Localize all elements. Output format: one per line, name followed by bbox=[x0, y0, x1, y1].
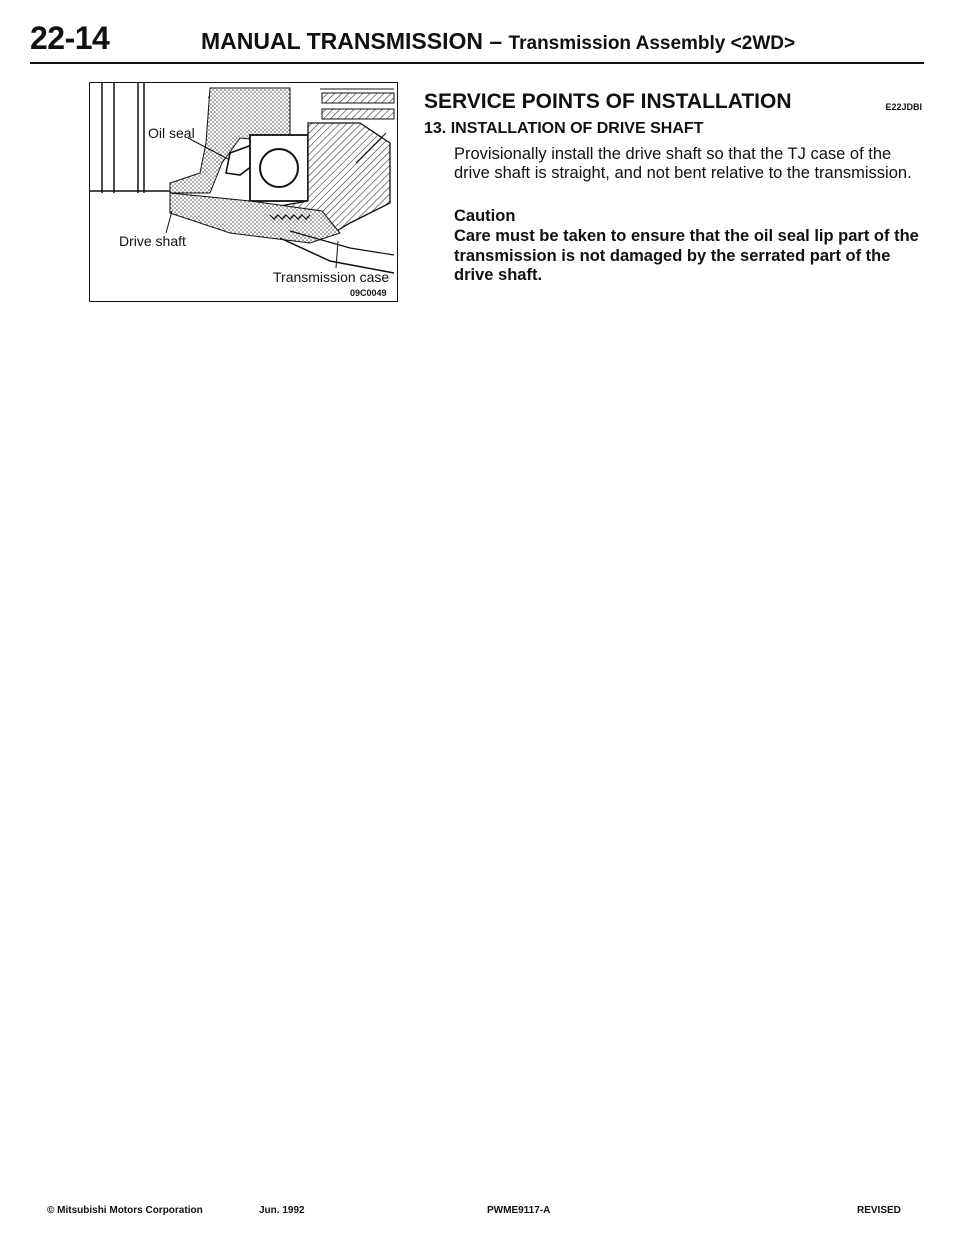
title-subtitle: Transmission Assembly <2WD> bbox=[508, 33, 796, 54]
footer-doc-number: PWME9117-A bbox=[487, 1205, 551, 1216]
installation-figure bbox=[89, 82, 398, 302]
section-code: E22JDBI bbox=[885, 102, 922, 112]
title-main: MANUAL TRANSMISSION bbox=[201, 28, 483, 54]
page-number: 22-14 bbox=[30, 20, 110, 56]
title-separator: – bbox=[482, 28, 509, 54]
instruction-text: Provisionally install the drive shaft so that the TJ case of the drive shaft is straight, and not bent relative to the transmission. bbox=[454, 145, 912, 182]
leader-transmission-case bbox=[336, 241, 338, 268]
footer-status: REVISED bbox=[857, 1205, 901, 1216]
step-heading: 13. INSTALLATION OF DRIVE SHAFT bbox=[424, 120, 704, 137]
caution-heading: Caution bbox=[454, 207, 516, 225]
drive-shaft-label: Drive shaft bbox=[119, 233, 186, 249]
figure-code: 09C0049 bbox=[350, 288, 387, 298]
caution-text: Care must be taken to ensure that the oil seal lip part of the transmission is not damaged by the serrated part of the drive shaft. bbox=[454, 227, 919, 284]
drive-shaft-seal-illustration bbox=[90, 83, 396, 300]
footer-copyright: © Mitsubishi Motors Corporation bbox=[47, 1205, 203, 1216]
oil-seal-label: Oil seal bbox=[148, 125, 195, 141]
leader-drive-shaft bbox=[166, 211, 172, 233]
transmission-case-label: Transmission case bbox=[273, 269, 390, 285]
page-header bbox=[30, 18, 924, 64]
bearing-ball bbox=[260, 149, 298, 187]
page-footer bbox=[47, 1205, 927, 1219]
page-title bbox=[201, 28, 795, 55]
section-title: SERVICE POINTS OF INSTALLATION bbox=[424, 90, 792, 113]
header-rule bbox=[30, 62, 924, 64]
footer-date: Jun. 1992 bbox=[259, 1205, 305, 1216]
